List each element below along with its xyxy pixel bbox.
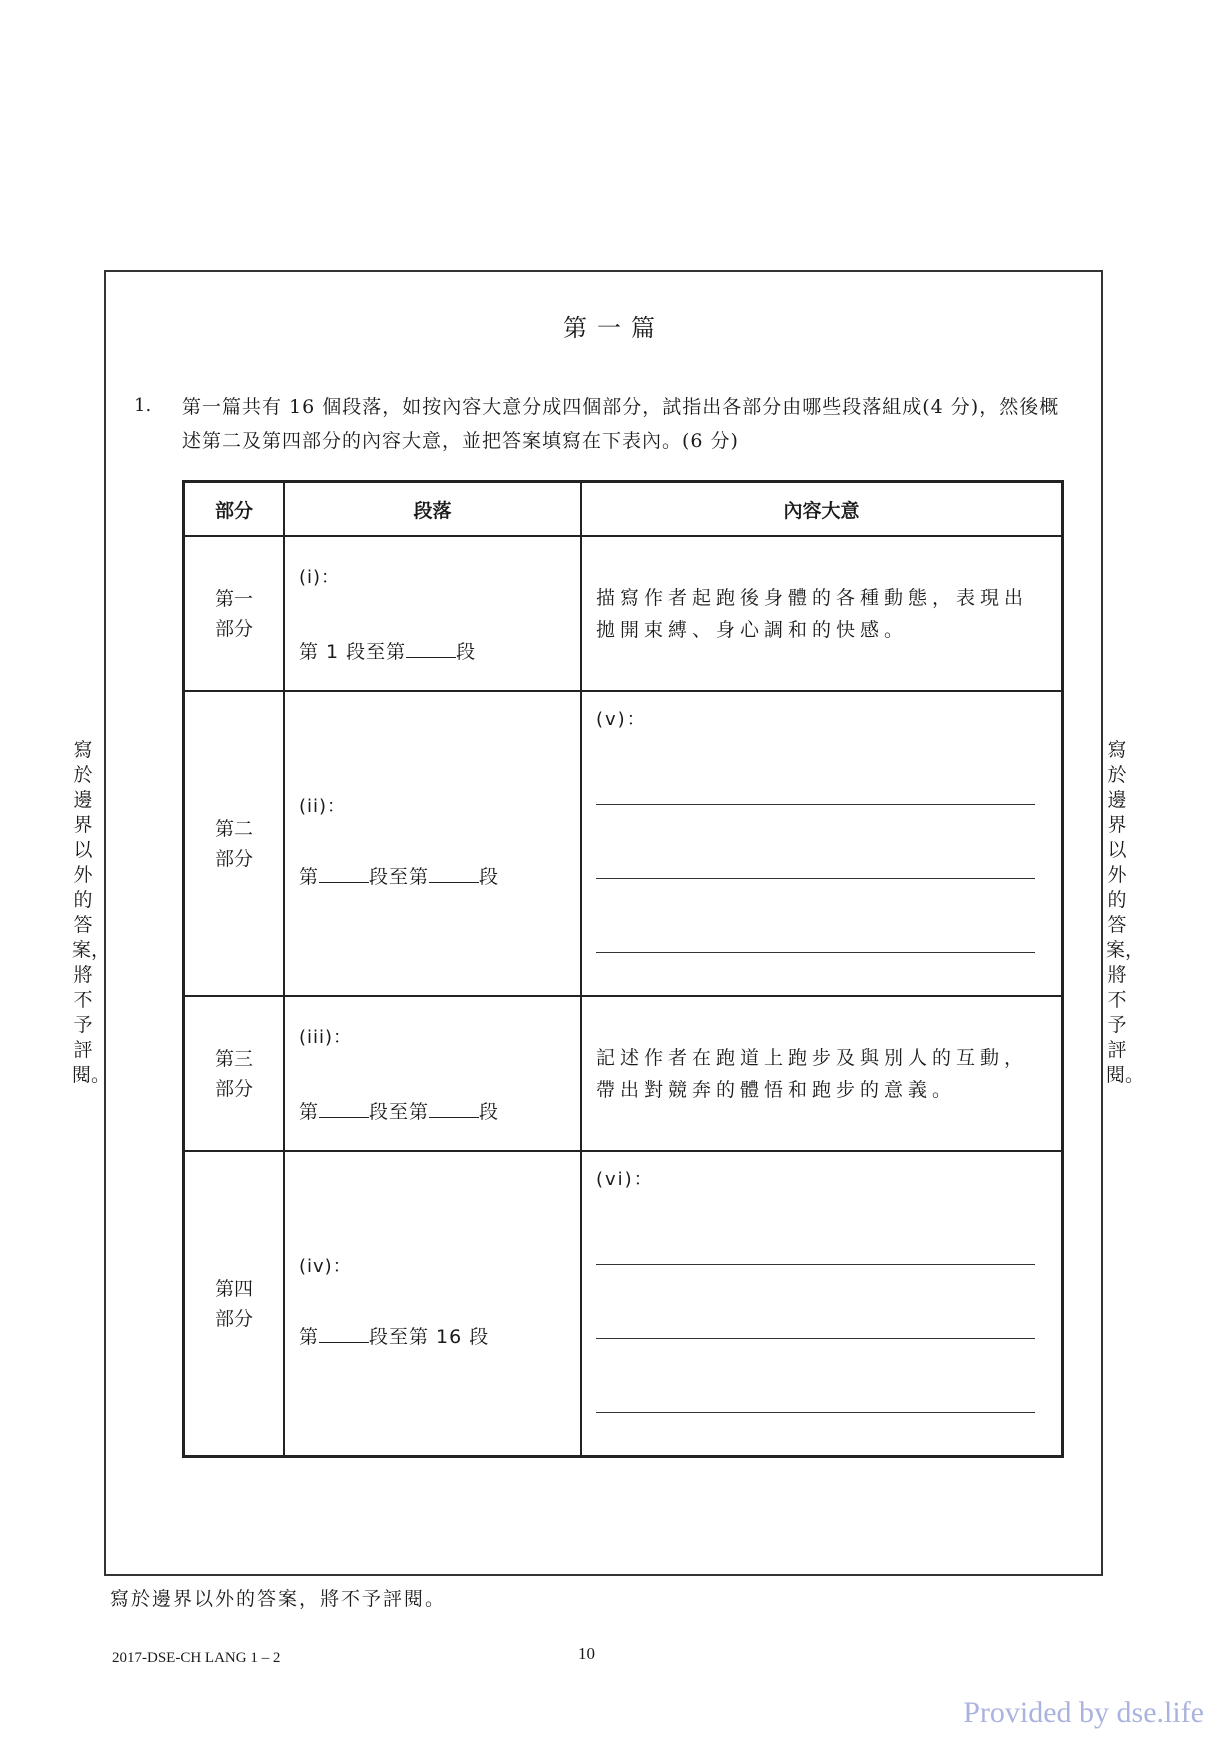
paragraph-range: 第 段至第 段 xyxy=(299,1101,500,1124)
content-summary-cell xyxy=(581,691,1063,996)
side-note-left: 寫於邊界以外的答案，將不予評閱。 xyxy=(72,739,111,1086)
answer-blank[interactable] xyxy=(429,1099,479,1118)
roman-label: (iii)： xyxy=(299,1027,353,1049)
answer-blank[interactable] xyxy=(429,864,479,883)
question-number: 1. xyxy=(134,395,152,416)
answer-table xyxy=(182,480,1064,1458)
header-part: 部分 xyxy=(184,482,285,537)
watermark: Provided by dse.life xyxy=(963,1696,1204,1729)
content-summary-cell xyxy=(581,996,1063,1151)
answer-line[interactable] xyxy=(596,1338,1035,1339)
paragraph-range-cell xyxy=(284,996,581,1151)
table-header-row xyxy=(184,482,1063,537)
paragraph-range-cell xyxy=(284,536,581,691)
answer-line[interactable] xyxy=(596,1264,1035,1265)
roman-label: (vi)： xyxy=(596,1169,654,1191)
answer-blank[interactable] xyxy=(319,864,369,883)
page-number: 10 xyxy=(578,1644,595,1663)
answer-line[interactable] xyxy=(596,952,1035,953)
section-title: 第一篇 xyxy=(563,314,665,342)
table-row xyxy=(184,536,1063,691)
bottom-note: 寫於邊界以外的答案，將不予評閱。 xyxy=(110,1588,447,1610)
content-summary-cell xyxy=(581,536,1063,691)
part-label: 第三 部分 xyxy=(184,996,285,1151)
footer-code: 2017-DSE-CH LANG 1 – 2 xyxy=(112,1650,281,1666)
paragraph-range: 第 1 段至第 段 xyxy=(299,641,477,664)
header-paragraphs: 段落 xyxy=(284,482,581,537)
roman-label: (iv)： xyxy=(299,1256,352,1278)
paragraph-range: 第 段至第 16 段 xyxy=(299,1326,490,1349)
paragraph-range-cell xyxy=(284,691,581,996)
part-label: 第一 部分 xyxy=(184,536,285,691)
answer-line[interactable] xyxy=(596,878,1035,879)
paragraph-range-cell xyxy=(284,1151,581,1456)
table-row xyxy=(184,1151,1063,1456)
answer-blank[interactable] xyxy=(319,1099,369,1118)
table-row xyxy=(184,996,1063,1151)
header-content: 內容大意 xyxy=(581,482,1063,537)
content-summary-cell xyxy=(581,1151,1063,1456)
question-text: 第一篇共有 16 個段落，如按內容大意分成四個部分，試指出各部分由哪些段落組成(4 分)，然後概述第二及第四部分的內容大意，並把答案填寫在下表內。(6 分) xyxy=(182,396,1060,452)
answer-blank[interactable] xyxy=(406,639,456,658)
roman-label: (v)： xyxy=(596,708,647,730)
part-label: 第二 部分 xyxy=(184,691,285,996)
content-summary: 描寫作者起跑後身體的各種動態，表現出拋開束縛、身心調和的快感。 xyxy=(596,586,1029,641)
part-label: 第四 部分 xyxy=(184,1151,285,1456)
answer-line[interactable] xyxy=(596,1412,1035,1413)
answer-blank[interactable] xyxy=(319,1324,369,1343)
roman-label: (i)： xyxy=(299,567,341,589)
answer-line[interactable] xyxy=(596,804,1035,805)
paragraph-range: 第 段至第 段 xyxy=(299,865,500,888)
content-summary: 記述作者在跑道上跑步及與別人的互動，帶出對競奔的體悟和跑步的意義。 xyxy=(596,1046,1029,1101)
roman-label: (ii)： xyxy=(299,795,347,817)
side-note-right: 寫於邊界以外的答案，將不予評閱。 xyxy=(1106,739,1145,1086)
table-row xyxy=(184,691,1063,996)
